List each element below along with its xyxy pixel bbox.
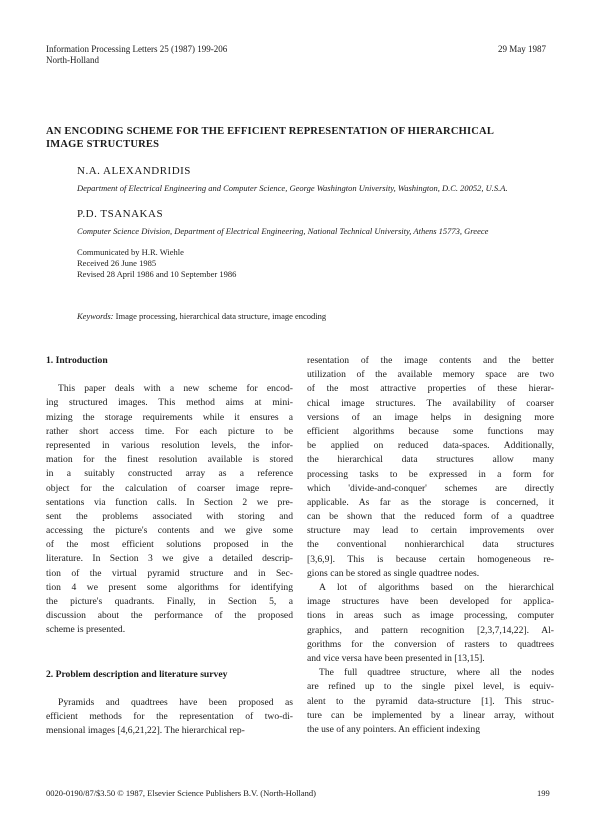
text-line: object for the calculation of coarser image repre- [46,482,293,494]
right-column [307,354,554,737]
text-line: image structures have been developed for applica- [307,596,554,608]
text-line: efficient algorithms because some functions may [307,425,554,437]
text-line: applicable. As far as the storage is concerned, it [307,496,554,508]
left-column [46,354,293,738]
text-line: accessing the picture's contents and we give some [46,525,293,537]
journal-citation: Information Processing Letters 25 (1987) 199-206 [46,44,228,54]
text-line: gorithms for the conversion of rasters to quadtrees [307,638,554,650]
paragraph [307,581,554,666]
author-name: N.A. ALEXANDRIDIS [77,165,191,177]
title-line: IMAGE STRUCTURES [46,139,160,150]
text-line: and vice versa have been presented in [13,15]. [307,652,485,664]
title-line: AN ENCODING SCHEME FOR THE EFFICIENT REPRESENTATION OF HIERARCHICAL [46,126,495,137]
text-line: the use of any pointers. An efficient indexing [307,723,481,735]
keywords-label: Keywords: [77,311,114,321]
text-line: the conventional nonhierarchical data structures [307,539,554,551]
text-line: which 'divide-and-conquer' schemes are directly [307,482,554,494]
keywords-text: Image processing, hierarchical data structure, image encoding [115,311,327,321]
text-line: versions of an image helps in designing more [307,411,554,423]
text-line: alent to the pyramid data-structure [1]. This struc- [307,695,554,707]
text-line: discussion about the performance of the proposed [46,610,293,622]
text-line: mizing the storage requirements while it ensures a [46,411,293,423]
text-line: structure may lead to certain improvements over [307,525,554,537]
text-line: can be shown that the reduced form of a quadtree [307,511,554,523]
author-name: P.D. TSANAKAS [77,208,164,220]
running-header [46,44,227,66]
text-line: tions in areas such as image processing, computer [307,610,554,622]
received-date: Received 26 June 1985 [77,258,157,268]
publisher: North-Holland [46,55,99,65]
text-line: sent the problems associated with storing and [46,510,293,522]
text-line: ing structured images. This method aims at mini- [46,397,293,409]
text-line: scheme is presented. [46,624,126,636]
paragraph [307,666,554,737]
text-line: tion 4 we present some algorithms for identifying [46,581,293,593]
text-line: are refined up to the single pixel level, is equiv- [307,681,554,693]
paper-title [46,125,566,151]
text-line: efficient methods for the representation of two-di- [46,710,293,722]
text-line: ture can be implemented by a linear array, without [307,709,554,721]
text-line: represented in various resolution levels, the infor- [46,439,293,451]
page-number: 199 [537,788,550,798]
text-line: graphics, and pattern recognition [2,3,7,14,22]. Al- [307,624,554,636]
text-line: resentation of the image contents and the better [307,355,554,366]
text-line: mensional images [4,6,21,22]. The hierarchical rep- [46,725,245,737]
revised-date: Revised 28 April 1986 and 10 September 1986 [77,269,237,279]
text-line: chical image structures. The availability of coarser [307,397,554,409]
text-line: A lot of algorithms based on the hierarchical [319,582,554,594]
text-line: rather short access time. For each picture to be [46,425,293,437]
text-line: in a suitably constructed array as a reference [46,468,293,480]
text-line: sentations via function calls. In Section 2 we pre- [46,496,293,508]
text-line: mation for the finest resolution available is stored [46,454,293,466]
author-affiliation: Department of Electrical Engineering and Computer Science, George Washington University, Washington, D.C. 20052, U.S.A. [77,183,508,193]
text-line: of the most attractive properties of these hierar- [307,383,554,395]
text-line: Pyramids and quadtrees have been proposed as [58,696,293,708]
text-line: of the most efficient solutions proposed in the [46,539,293,551]
text-line: [3,6,9]. This is because certain homogeneous re- [307,553,554,565]
section2-body [46,696,293,739]
paragraph [307,354,554,581]
section-heading: 1. Introduction [46,355,108,366]
author-affiliation: Computer Science Division, Department of Electrical Engineering, National Technical University, Athens 15773, Greece [77,226,489,236]
text-line: processing tasks to be expressed in a form for [307,468,554,480]
copyright-line: 0020-0190/87/$3.50 © 1987, Elsevier Science Publishers B.V. (North-Holland) [46,788,317,798]
section-heading: 2. Problem description and literature survey [46,668,228,680]
text-line: utilization of the available memory space are two [307,369,554,381]
text-line: literature. In Section 3 we give a detailed descrip- [46,553,293,565]
text-line: This paper deals with a new scheme for encod- [58,383,293,395]
text-line: tion of the virtual pyramid structure and in Sec- [46,567,293,579]
text-line: gions can be stored as single quadtree nodes. [307,567,480,579]
issue-date: 29 May 1987 [498,44,546,54]
keywords [77,311,326,321]
text-line: the picture's quadrants. Finally, in Section 5, a [46,596,293,608]
section1-body [46,382,293,637]
communicated-by: Communicated by H.R. Wiehle [77,247,184,257]
submission-history [77,247,236,280]
text-line: be applied on reduced data-spaces. Additionally, [307,440,554,452]
text-line: The full quadtree structure, where all the nodes [319,667,554,679]
text-line: the hierarchical data structures allow many [307,454,554,466]
